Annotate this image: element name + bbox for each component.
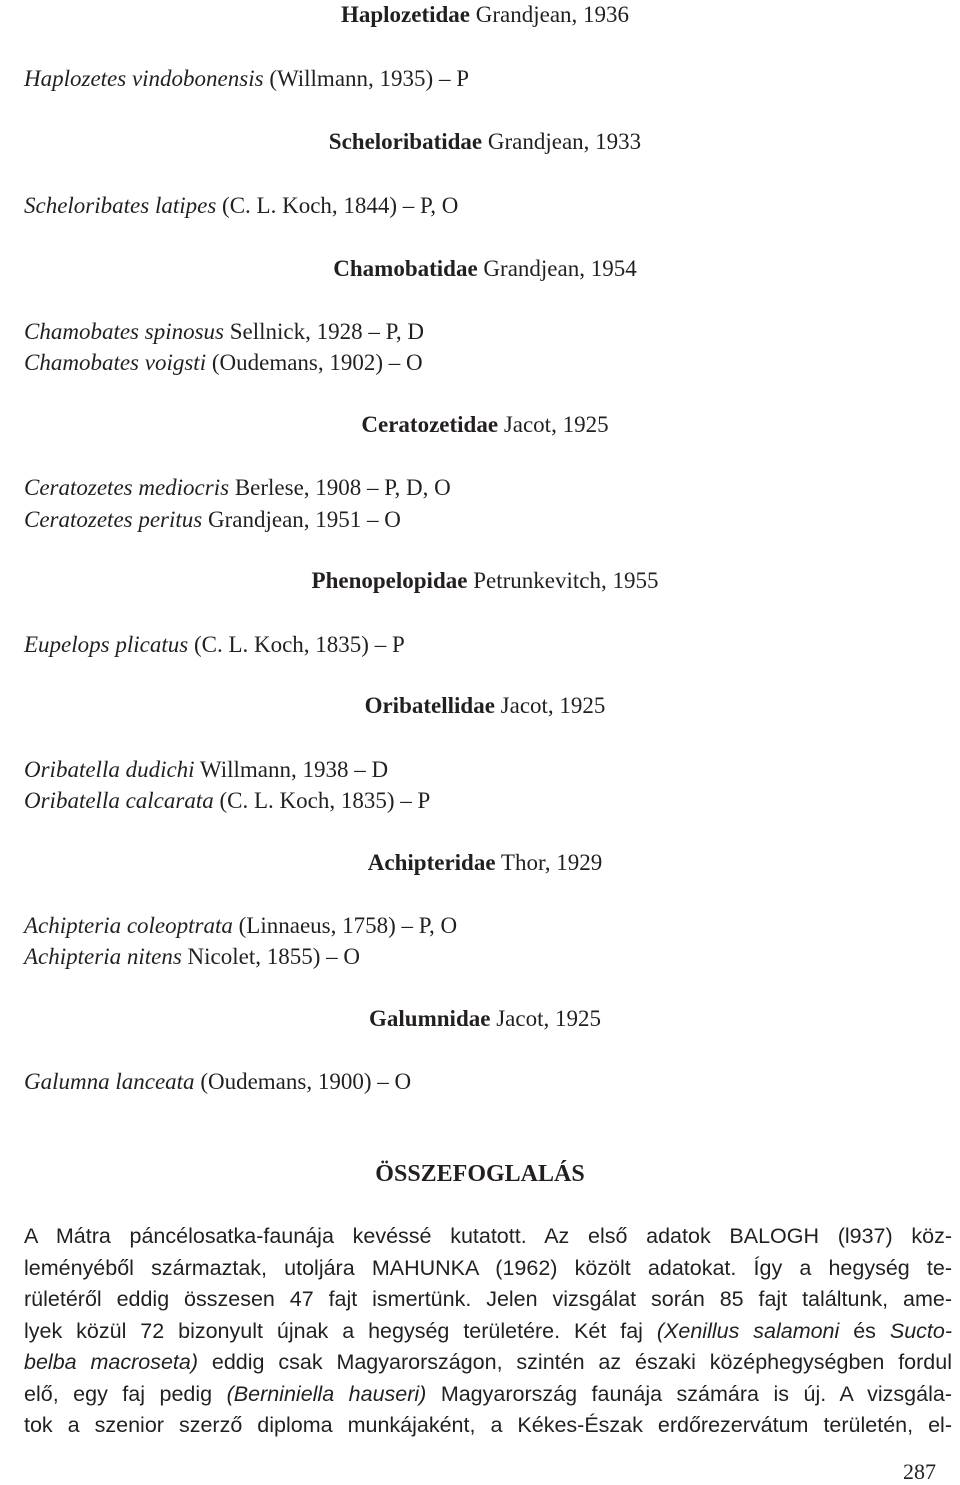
species-entry bbox=[24, 786, 430, 816]
species-entry bbox=[24, 473, 451, 503]
species-name: Oribatella calcarata bbox=[24, 788, 214, 813]
family-name: Haplozetidae bbox=[340, 2, 470, 27]
summary-line bbox=[24, 1316, 952, 1348]
summary-text: rületéről eddig összesen 47 fajt ismertünk. Jelen vizsgálat során 85 fajt találtunk, ame- bbox=[24, 1287, 952, 1311]
family-name: Galumnidae bbox=[369, 1006, 491, 1031]
summary-paragraph bbox=[24, 1221, 952, 1442]
family-name: Ceratozetidae bbox=[361, 412, 499, 437]
species-entry bbox=[24, 630, 405, 660]
family-heading bbox=[0, 848, 960, 878]
summary-text: és bbox=[839, 1318, 890, 1343]
family-heading bbox=[0, 566, 960, 596]
family-name: Scheloribatidae bbox=[328, 129, 483, 154]
species-author: Willmann, 1938 – D bbox=[199, 757, 389, 782]
species-name: Oribatella dudichi bbox=[24, 757, 195, 782]
species-name: Chamobates spinosus bbox=[24, 319, 224, 344]
species-name: Galumna lanceata bbox=[24, 1069, 195, 1094]
species-author: (Willmann, 1935) – P bbox=[269, 66, 469, 91]
species-author: Nicolet, 1855) – O bbox=[187, 944, 360, 969]
species-author: Berlese, 1908 – P, D, O bbox=[234, 475, 451, 500]
family-name: Phenopelopidae bbox=[311, 568, 468, 593]
species-entry bbox=[24, 64, 469, 94]
species-author: Sellnick, 1928 – P, D bbox=[229, 319, 424, 344]
species-name: Achipteria nitens bbox=[24, 944, 182, 969]
family-author: Petrunkevitch, 1955 bbox=[473, 568, 659, 593]
summary-line bbox=[24, 1284, 952, 1316]
species-author: (C. L. Koch, 1835) – P bbox=[219, 788, 431, 813]
summary-line bbox=[24, 1379, 952, 1411]
summary-line bbox=[24, 1221, 952, 1253]
summary-text: lyek közül 72 bizonyult újnak a hegység területére. Két faj bbox=[24, 1318, 657, 1343]
family-author: Jacot, 1925 bbox=[500, 693, 606, 718]
species-author: (Oudemans, 1900) – O bbox=[200, 1069, 412, 1094]
summary-line bbox=[24, 1410, 952, 1442]
summary-text: elő, egy faj pedig bbox=[24, 1381, 227, 1406]
family-author: Grandjean, 1933 bbox=[487, 129, 642, 154]
summary-text: eddig csak Magyarországon, szintén az északi középhegységben fordul bbox=[198, 1350, 952, 1374]
species-entry bbox=[24, 755, 388, 785]
species-entry bbox=[24, 348, 423, 378]
family-heading bbox=[0, 1004, 960, 1034]
species-entry bbox=[24, 1067, 411, 1097]
species-author: (C. L. Koch, 1835) – P bbox=[193, 632, 405, 657]
species-author: (Linnaeus, 1758) – P, O bbox=[238, 913, 458, 938]
summary-heading: ÖSSZEFOGLALÁS bbox=[375, 1161, 585, 1187]
family-name: Achipteridae bbox=[367, 850, 496, 875]
family-name: Oribatellidae bbox=[364, 693, 495, 718]
summary-text: Magyarország faunája számára is új. A vizsgála- bbox=[426, 1381, 952, 1406]
species-entry bbox=[24, 942, 360, 972]
species-author: (Oudemans, 1902) – O bbox=[211, 350, 423, 375]
species-name: Achipteria coleoptrata bbox=[24, 913, 233, 938]
species-name: Eupelops plicatus bbox=[24, 632, 189, 657]
species-name: Ceratozetes peritus bbox=[24, 507, 203, 532]
species-name: Scheloribates latipes bbox=[24, 193, 217, 218]
species-entry bbox=[24, 317, 424, 347]
species-name: Ceratozetes mediocris bbox=[24, 475, 230, 500]
family-heading bbox=[0, 127, 960, 157]
summary-text: tok a szenior szerző diploma munkájaként, a Kékes-Észak erdőrezervátum területén, el- bbox=[24, 1413, 952, 1437]
family-author: Jacot, 1925 bbox=[503, 412, 609, 437]
species-name: Chamobates voigsti bbox=[24, 350, 207, 375]
family-heading bbox=[0, 254, 960, 284]
species-entry bbox=[24, 505, 401, 535]
family-author: Jacot, 1925 bbox=[496, 1006, 601, 1031]
species-name: Haplozetes vindobonensis bbox=[24, 66, 264, 91]
family-heading bbox=[0, 410, 960, 440]
family-heading bbox=[0, 0, 960, 30]
summary-italic-text: Sucto- bbox=[889, 1318, 952, 1343]
page-number: 287 bbox=[903, 1459, 936, 1484]
summary-italic-text: belba macroseta) bbox=[24, 1350, 199, 1374]
family-heading bbox=[0, 691, 960, 721]
summary-line bbox=[24, 1253, 952, 1285]
species-entry bbox=[24, 191, 458, 221]
species-author: Grandjean, 1951 – O bbox=[208, 507, 401, 532]
summary-line bbox=[24, 1347, 952, 1379]
species-author: (C. L. Koch, 1844) – P, O bbox=[222, 193, 459, 218]
family-author: Thor, 1929 bbox=[500, 850, 603, 875]
species-entry bbox=[24, 911, 457, 941]
family-author: Grandjean, 1954 bbox=[483, 256, 637, 281]
family-author: Grandjean, 1936 bbox=[475, 2, 630, 27]
family-name: Chamobatidae bbox=[333, 256, 478, 281]
summary-italic-text: (Xenillus salamoni bbox=[656, 1318, 840, 1343]
summary-italic-text: (Berniniella hauseri) bbox=[226, 1381, 427, 1406]
summary-text: leményéből származtak, utoljára MAHUNKA (1962) közölt adatokat. Így a hegység te- bbox=[24, 1255, 952, 1280]
summary-text: A Mátra páncélosatka-faunája kevéssé kutatott. Az első adatok BALOGH (l937) köz- bbox=[24, 1224, 952, 1248]
